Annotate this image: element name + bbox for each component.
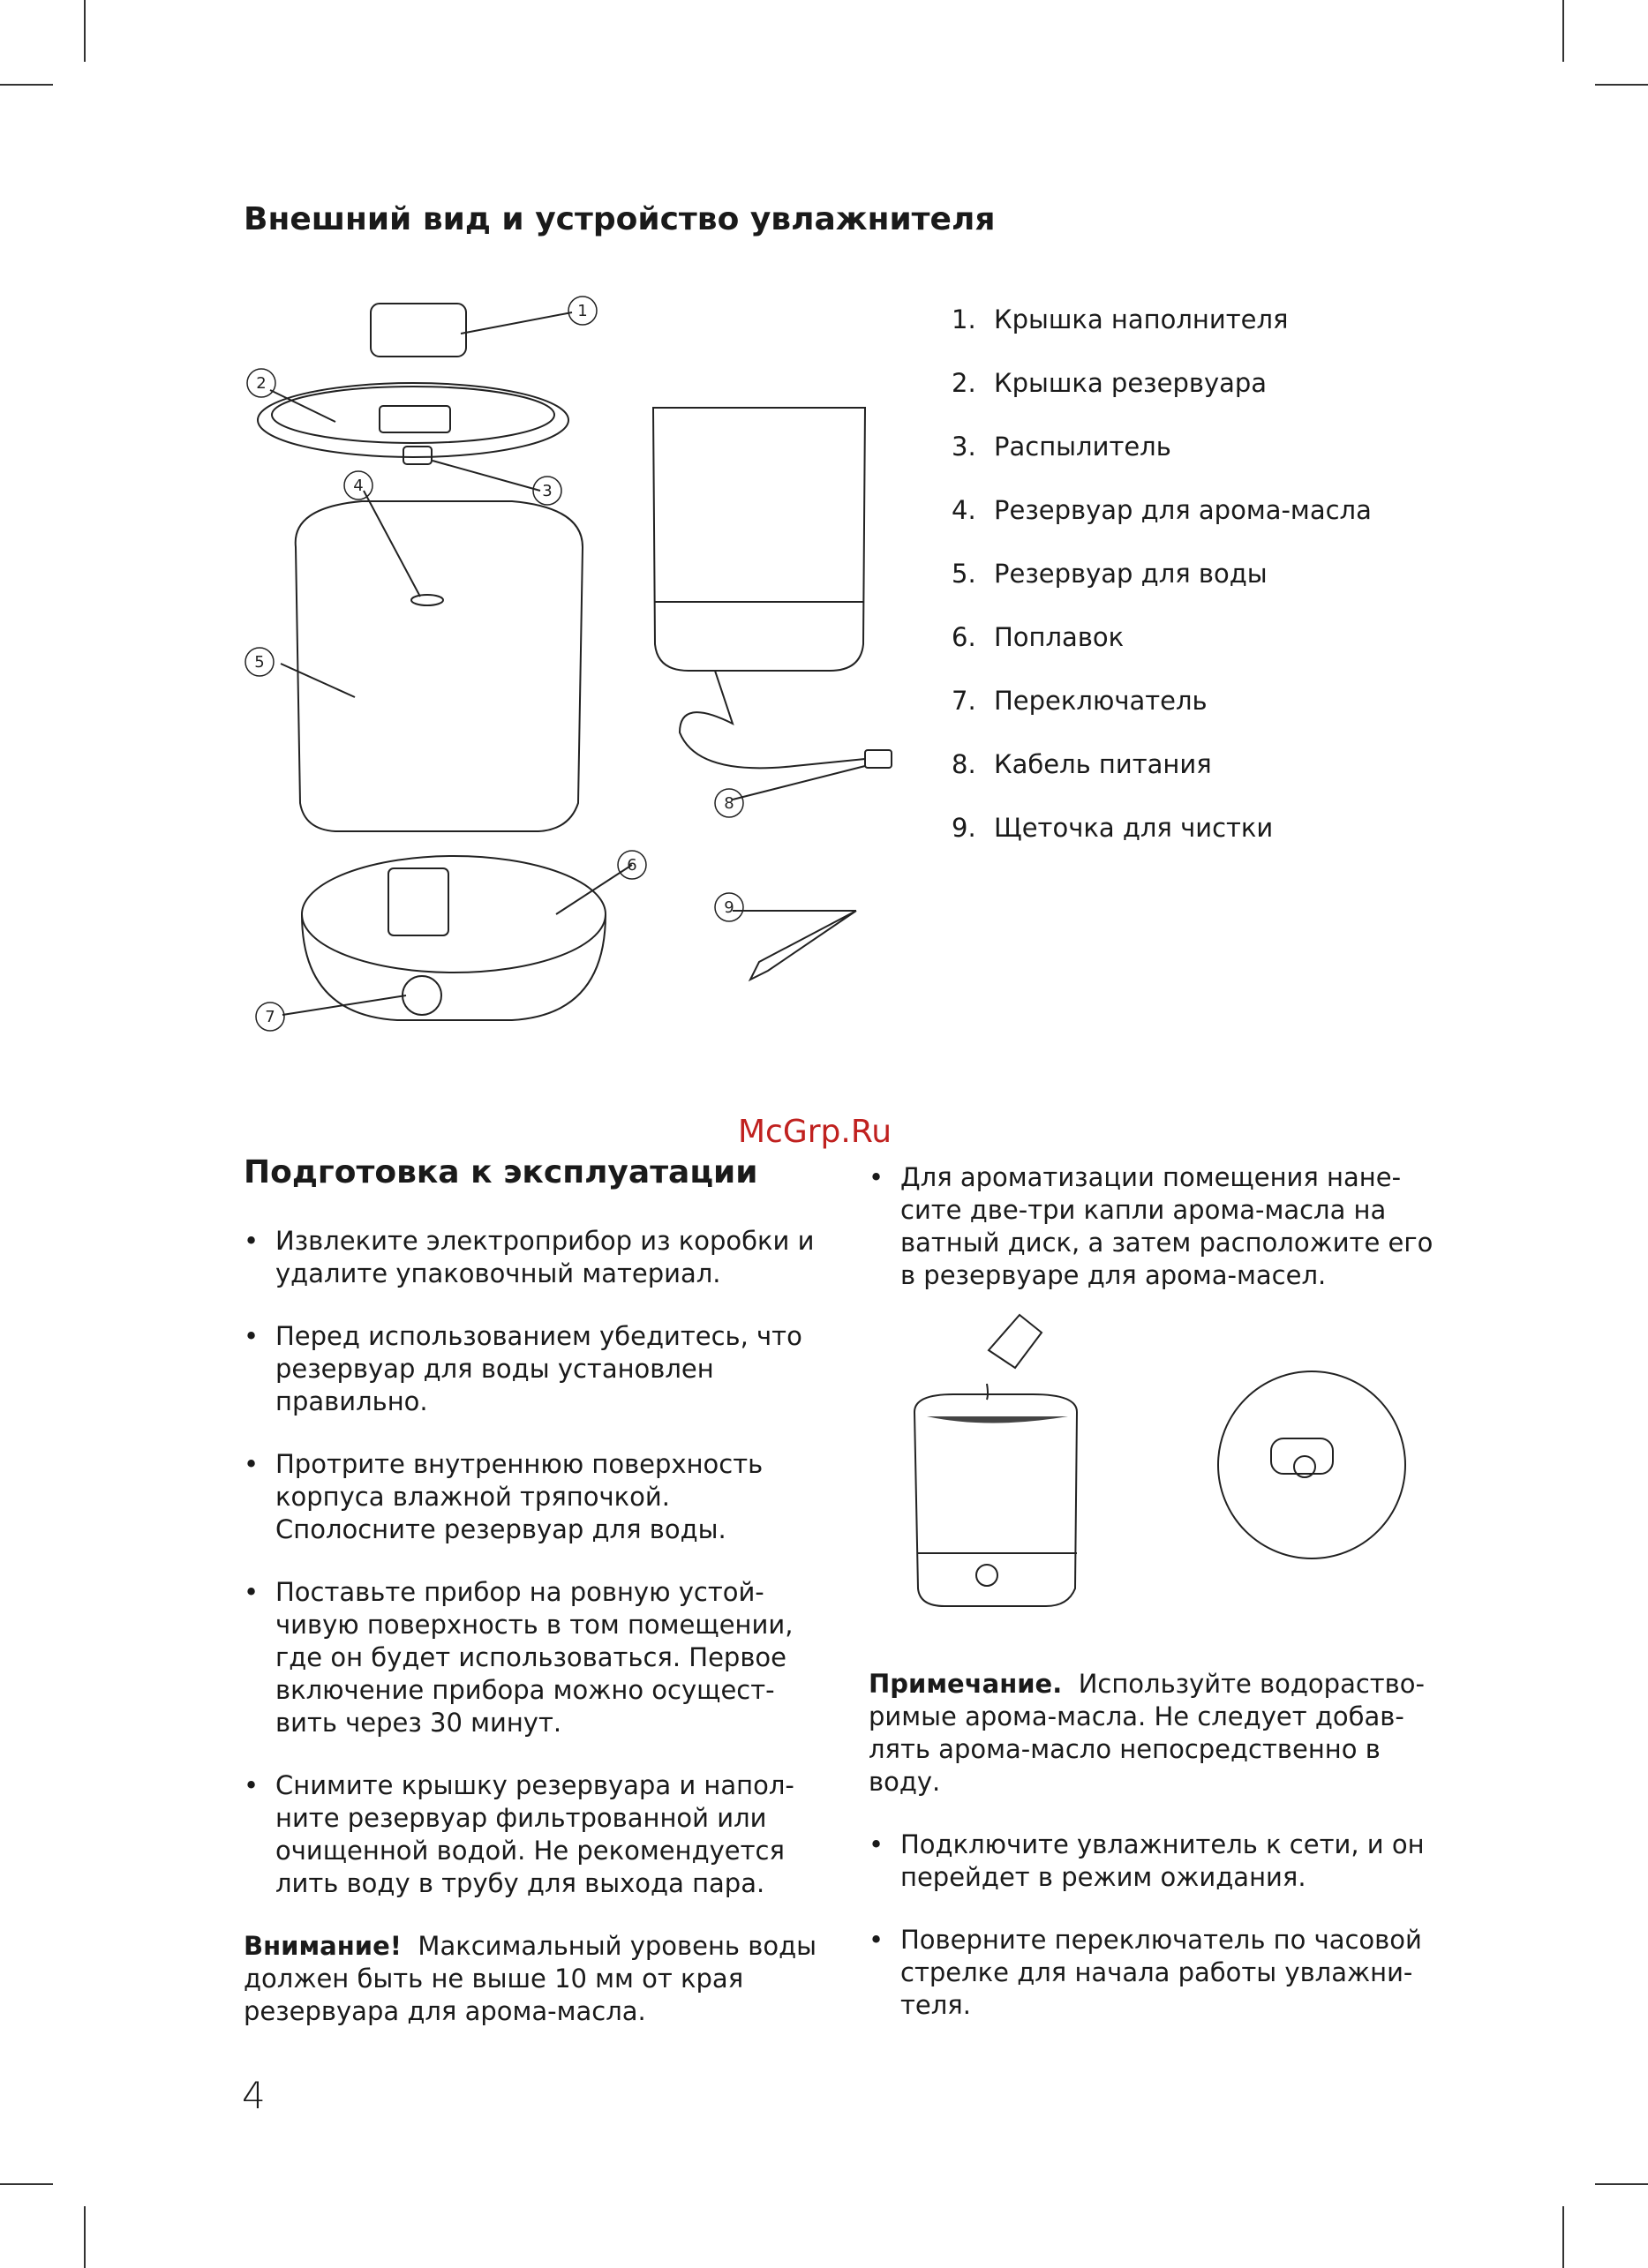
- crop-mark: [84, 2206, 86, 2268]
- callout-9: 9: [724, 898, 734, 917]
- aroma-oil-illustration: [883, 1306, 1430, 1641]
- warning-paragraph: [244, 1930, 826, 2028]
- power-cable-drawing: [680, 671, 865, 768]
- bullet-item: • Извлеките электроприбор из коробки и удалите упаковочный материал.: [244, 1225, 826, 1290]
- crop-mark: [84, 0, 86, 62]
- bullet-item: • Поверните переключатель по часовой стрелке для начала работы увлажнителя.: [869, 1924, 1451, 2022]
- callout-8: 8: [724, 794, 734, 813]
- page-number: 4: [242, 2074, 266, 2117]
- callout-1: 1: [577, 302, 588, 320]
- parts-list-item: 2. Крышка резервуара: [952, 368, 1268, 398]
- note-paragraph: [869, 1668, 1451, 1799]
- callout-3: 3: [542, 482, 553, 500]
- bullet-item: • Протрите внутреннюю поверхность корпуса влажной тряпочкой. Сполосните резервуар для воды.: [244, 1448, 826, 1546]
- right-column-bottom: [869, 1668, 1451, 2052]
- crop-mark: [1595, 2183, 1648, 2185]
- callout-6: 6: [627, 856, 637, 875]
- callout-2: 2: [256, 374, 267, 393]
- parts-list-item: 1. Крышка наполнителя: [952, 304, 1289, 334]
- warning-text: Максимальный уровень воды должен быть не выше 10 мм от края резервуара для арома-масла.: [244, 1931, 817, 2026]
- parts-list-item: 6. Поплавок: [952, 622, 1125, 652]
- crop-mark: [0, 2183, 53, 2185]
- assembled-humidifier-drawing: [653, 408, 865, 671]
- crop-mark: [1595, 84, 1648, 86]
- section-title-preparation: Подготовка к эксплуатации: [244, 1154, 758, 1190]
- section-title-appearance: Внешний вид и устройство увлажнителя: [244, 201, 996, 237]
- crop-mark: [1562, 0, 1564, 62]
- callout-5: 5: [254, 653, 265, 672]
- crop-mark: [0, 84, 53, 86]
- right-column-top: [869, 1161, 1451, 1322]
- left-column: [244, 1225, 826, 2028]
- cleaning-brush-drawing: [750, 911, 856, 980]
- parts-list-item: 7. Переключатель: [952, 686, 1208, 716]
- bullet-item: • Подключите увлажнитель к сети, и он перейдет в режим ожидания.: [869, 1829, 1451, 1894]
- watermark: McGrp.Ru: [738, 1114, 892, 1150]
- parts-list-item: 4. Резервуар для арома-масла: [952, 495, 1372, 525]
- humidifier-small-drawing: [914, 1394, 1077, 1606]
- parts-list-item: 9. Щеточка для чистки: [952, 813, 1274, 843]
- base-drawing: [302, 856, 606, 973]
- humidifier-exploded-diagram: [221, 282, 927, 1059]
- switch-drawing: [403, 976, 441, 1015]
- bullet-item: • Перед использованием убедитесь, что резервуар для воды установлен правильно.: [244, 1320, 826, 1418]
- switch-small-drawing: [976, 1565, 997, 1586]
- aroma-tank-closeup-drawing: [1218, 1371, 1405, 1558]
- water-tank-drawing: [296, 501, 583, 831]
- atomizer-drawing: [403, 447, 432, 464]
- oil-bottle-drawing: [989, 1315, 1042, 1368]
- warning-label: Внимание!: [244, 1931, 402, 1961]
- parts-list-item: 3. Распылитель: [952, 432, 1171, 462]
- crop-mark: [1562, 2206, 1564, 2268]
- bullet-item: • Снимите крышку резервуара и наполните резервуар фильтрованной или очищенной водой. Не рекомендуется лить воду в трубу для выхода пара.: [244, 1769, 826, 1900]
- filler-lid-drawing: [371, 304, 466, 357]
- callout-4: 4: [353, 477, 364, 495]
- note-text: Используйте водорастворимые арома-масла. Не следует добавлять арома-масло непосредственно в воду.: [869, 1669, 1425, 1797]
- parts-list-item: 8. Кабель питания: [952, 749, 1212, 779]
- bullet-item: • Поставьте прибор на ровную устойчивую поверхность в том помещении, где он будет использоваться. Первое включение прибора можно осуществить через 30 минут.: [244, 1576, 826, 1739]
- note-label: Примечание.: [869, 1669, 1063, 1699]
- parts-list: [952, 298, 1372, 870]
- callout-7: 7: [265, 1008, 275, 1026]
- parts-list-item: 5. Резервуар для воды: [952, 559, 1268, 589]
- bullet-item: • Для ароматизации помещения нанесите две-три капли арома-масла на ватный диск, а затем расположите его в резервуаре для арома-масел.: [869, 1161, 1451, 1292]
